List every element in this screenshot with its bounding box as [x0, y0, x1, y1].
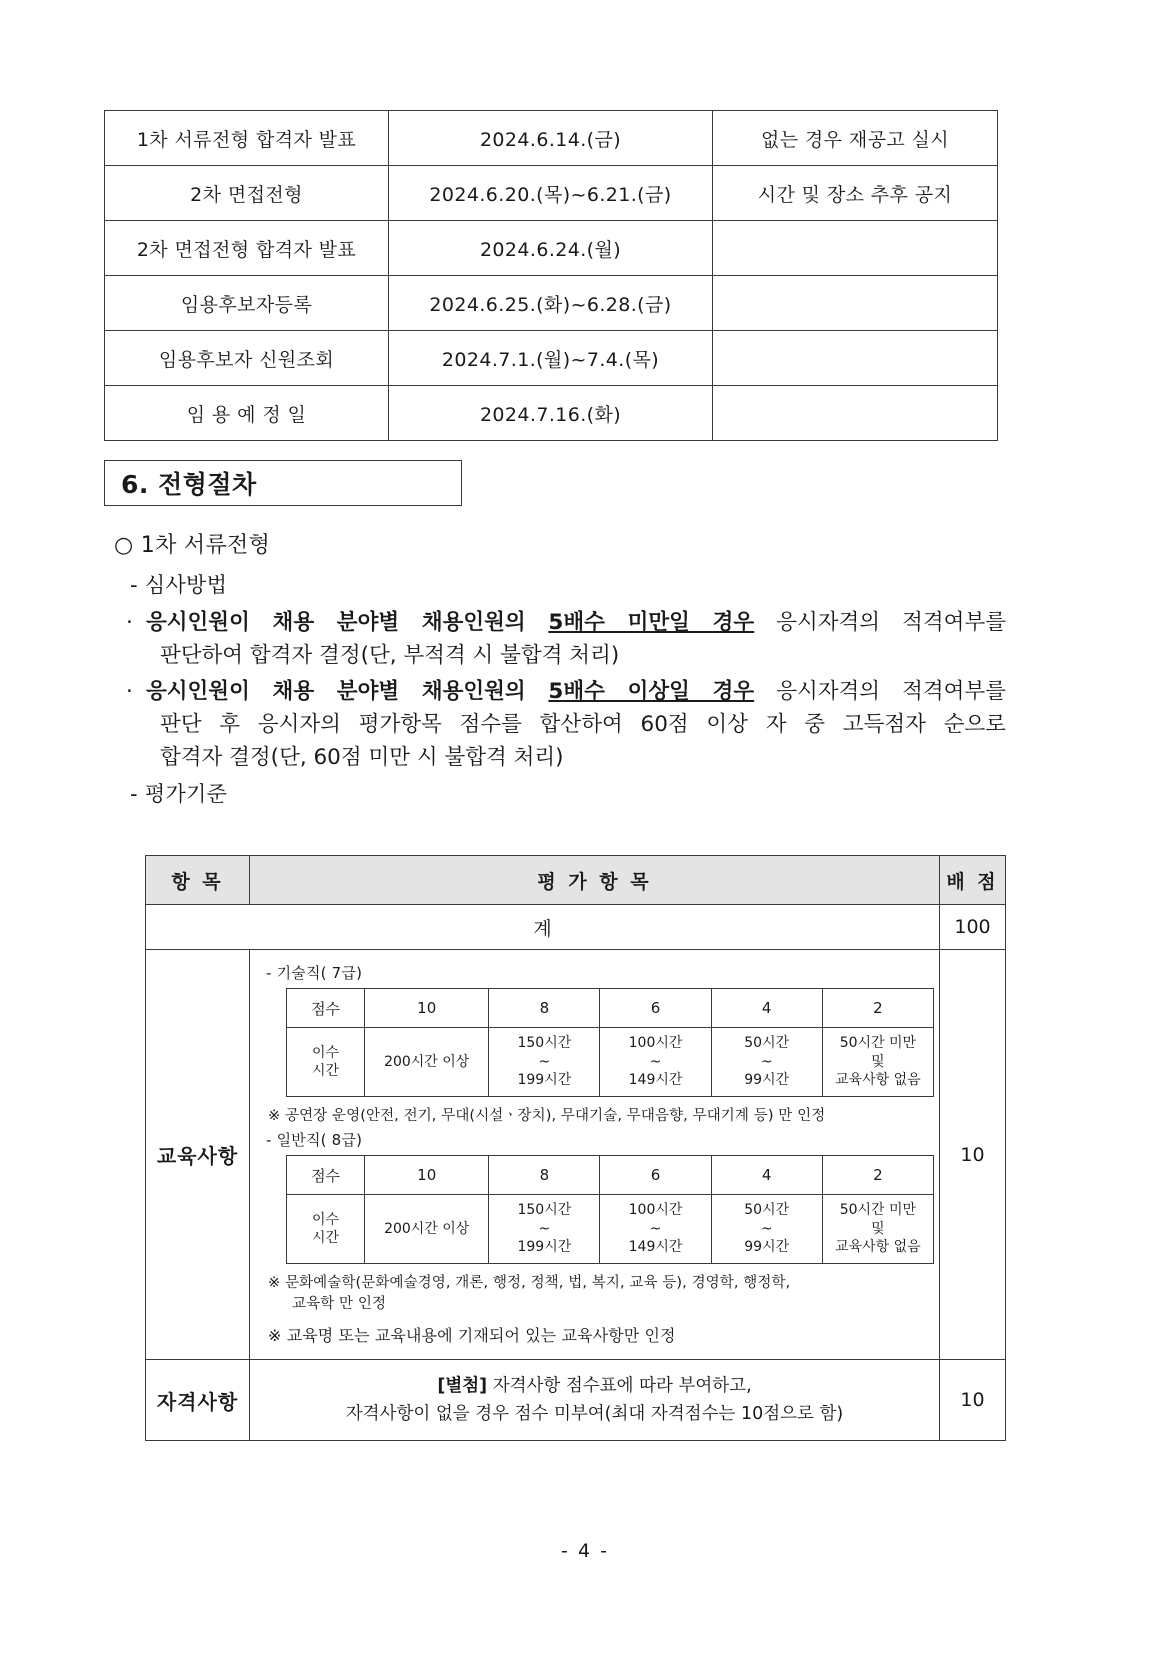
table-row	[287, 1195, 934, 1264]
schedule-stage: 임용후보자 신원조회	[105, 331, 389, 386]
schedule-stage: 1차 서류전형 합격자 발표	[105, 111, 389, 166]
tech-hours-8: 150시간 ~ 199시간	[489, 1028, 600, 1097]
tech-score-10: 10	[365, 989, 489, 1028]
tech-hours-label-line1: 이수	[312, 1044, 340, 1061]
schedule-note	[713, 386, 998, 441]
qualification-criteria-cell	[250, 1360, 940, 1441]
column-header-criteria: 평 가 항 목	[250, 856, 940, 905]
bullet-dot-icon: ·	[126, 610, 133, 635]
schedule-date: 2024.6.20.(목)~6.21.(금)	[389, 166, 713, 221]
tech-score-table	[286, 988, 934, 1097]
tech-hours-2: 50시간 미만 및 교육사항 없음	[822, 1028, 933, 1097]
general-score-8: 8	[489, 1156, 600, 1195]
schedule-stage: 임 용 예 정 일	[105, 386, 389, 441]
tech-score-4: 4	[711, 989, 822, 1028]
total-label: 계	[146, 905, 940, 950]
bullet-2-line-2: 판단 후 응시자의 평가항목 점수를 합산하여 60점 이상 자 중 고득점자 순으로	[160, 712, 1006, 738]
section-heading-box	[104, 460, 462, 506]
bullet-dot-icon: ·	[126, 679, 133, 705]
general-note-1-line1: ※ 문화예술학(문화예술경영, 개론, 행정, 정책, 법, 복지, 교육 등), 경영학, 행정학,	[268, 1275, 791, 1292]
general-hours-label-line1: 이수	[312, 1211, 340, 1228]
schedule-note: 시간 및 장소 추후 공지	[713, 166, 998, 221]
general-hours-4: 50시간 ~ 99시간	[711, 1195, 822, 1264]
general-hours-6: 100시간 ~ 149시간	[600, 1195, 711, 1264]
general-job-label: - 일반직( 8급)	[266, 1131, 363, 1150]
schedule-note	[713, 331, 998, 386]
table-row	[105, 221, 998, 276]
tech-note: ※ 공연장 운영(안전, 전기, 무대(시설ㆍ장치), 무대기술, 무대음향, 무대기계 등) 만 인정	[268, 1108, 826, 1124]
tech-hours-label-line2: 시간	[312, 1063, 340, 1079]
tech-score-label: 점수	[287, 989, 365, 1028]
qualification-row	[146, 1360, 1006, 1441]
general-hours-2: 50시간 미만 및 교육사항 없음	[822, 1195, 933, 1264]
tech-score-8: 8	[489, 989, 600, 1028]
bullet-1-line-1	[146, 607, 1006, 640]
tech-job-label: - 기술직( 7급)	[266, 964, 363, 982]
schedule-date: 2024.6.25.(화)~6.28.(금)	[389, 276, 713, 331]
tech-hours-4: 50시간 ~ 99시간	[711, 1028, 822, 1097]
schedule-note	[713, 276, 998, 331]
outline-level2-method: - 심사방법	[130, 573, 228, 597]
schedule-date: 2024.7.1.(월)~7.4.(목)	[389, 331, 713, 386]
outline-level1: ○ 1차 서류전형	[114, 533, 271, 558]
table-row	[287, 1028, 934, 1097]
education-row	[146, 950, 1006, 1360]
bullet-2-line-1	[146, 676, 1006, 709]
table-row	[105, 276, 998, 331]
schedule-table-container	[104, 110, 970, 441]
page-title: 6. 전형절차	[121, 470, 257, 499]
outline-level2-criteria: - 평가기준	[130, 782, 228, 807]
bullet-2-post: 응시자격의 적격여부를	[754, 679, 1006, 705]
general-score-10: 10	[365, 1156, 489, 1195]
bullet-1-post: 응시자격의 적격여부를	[754, 610, 1006, 635]
bullet-1-line-2: 판단하여 합격자 결정(단, 부적격 시 불합격 처리)	[160, 642, 620, 668]
tech-score-6: 6	[600, 989, 711, 1028]
qualification-line-2: 자격사항이 없을 경우 점수 미부여(최대 자격점수는 10점으로 함)	[345, 1404, 844, 1425]
qualification-line-1: 자격사항 점수표에 따라 부여하고,	[487, 1376, 752, 1397]
schedule-stage: 2차 면접전형 합격자 발표	[105, 221, 389, 276]
schedule-note: 없는 경우 재공고 실시	[713, 111, 998, 166]
general-score-label: 점수	[287, 1156, 365, 1195]
total-points: 100	[940, 905, 1006, 950]
table-row	[105, 331, 998, 386]
page-footer: - 4 -	[561, 1540, 609, 1562]
tech-hours-10: 200시간 이상	[365, 1028, 489, 1097]
table-row	[287, 1156, 934, 1195]
general-note-1	[268, 1273, 939, 1315]
general-note-2: ※ 교육명 또는 교육내용에 기재되어 있는 교육사항만 인정	[268, 1326, 676, 1346]
general-hours-label	[287, 1195, 365, 1264]
bullet-2-pre: 응시인원이 채용 분야별 채용인원의	[146, 679, 549, 705]
schedule-date: 2024.7.16.(화)	[389, 386, 713, 441]
general-score-4: 4	[711, 1156, 822, 1195]
schedule-note	[713, 221, 998, 276]
general-hours-label-line2: 시간	[312, 1230, 340, 1247]
general-score-6: 6	[600, 1156, 711, 1195]
bullet-2-line-3: 합격자 결정(단, 60점 미만 시 불합격 처리)	[160, 744, 564, 770]
bullet-1-underline: 5배수 미만일 경우	[548, 610, 755, 635]
total-row	[146, 905, 1006, 950]
bullet-item-2	[126, 676, 1006, 774]
column-header-item: 항 목	[146, 856, 250, 905]
schedule-date: 2024.6.14.(금)	[389, 111, 713, 166]
outline-bullets	[104, 528, 1004, 816]
schedule-stage: 2차 면접전형	[105, 166, 389, 221]
qualification-category-label: 자격사항	[146, 1360, 250, 1441]
general-score-2: 2	[822, 1156, 933, 1195]
tech-hours-label	[287, 1028, 365, 1097]
schedule-date: 2024.6.24.(월)	[389, 221, 713, 276]
bullet-1-pre: 응시인원이 채용 분야별 채용인원의	[146, 610, 549, 635]
table-row	[105, 386, 998, 441]
tech-score-2: 2	[822, 989, 933, 1028]
tech-hours-6: 100시간 ~ 149시간	[600, 1028, 711, 1097]
evaluation-table	[145, 855, 1006, 1441]
table-row	[105, 166, 998, 221]
evaluation-table-container	[145, 855, 1005, 1441]
general-hours-10: 200시간 이상	[365, 1195, 489, 1264]
bullet-item-1	[126, 607, 1006, 672]
general-note-1-line2: 교육학 만 인정	[292, 1296, 387, 1313]
general-hours-8: 150시간 ~ 199시간	[489, 1195, 600, 1264]
schedule-table	[104, 110, 998, 441]
qualification-attachment-tag: [별첨]	[437, 1376, 488, 1397]
table-row	[105, 111, 998, 166]
column-header-points: 배 점	[940, 856, 1006, 905]
schedule-stage: 임용후보자등록	[105, 276, 389, 331]
education-category-label: 교육사항	[146, 950, 250, 1360]
education-points: 10	[940, 950, 1006, 1360]
bullet-2-underline: 5배수 이상일 경우	[548, 679, 755, 705]
evaluation-header-row	[146, 856, 1006, 905]
table-row	[287, 989, 934, 1028]
qualification-points: 10	[940, 1360, 1006, 1441]
general-score-table	[286, 1155, 934, 1264]
education-criteria-cell	[250, 950, 940, 1360]
